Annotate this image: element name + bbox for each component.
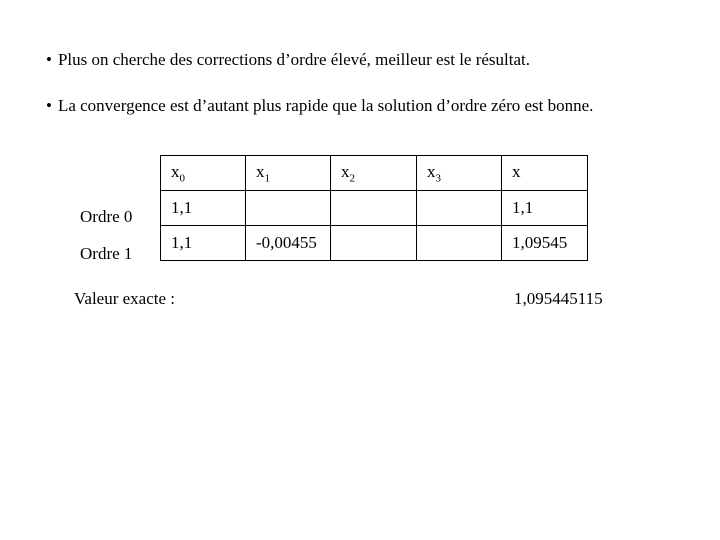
exact-value: 1,095445115 [514,289,603,308]
bullet-marker: • [46,96,52,115]
bullet-text: La convergence est d’autant plus rapide que la solution d’ordre zéro est bonne. [57,96,594,115]
header-x2 [331,156,417,191]
header-x1 [246,156,331,191]
row-label-ordre-0: Ordre 0 [80,207,133,226]
bullet-marker: • [46,50,52,69]
exact-value-label: Valeur exacte : [74,289,175,308]
table-cell: 1,1 [502,191,588,226]
table-cell: 1,09545 [502,226,588,261]
table-row [161,226,588,261]
header-x0 [161,156,246,191]
header-base: x [512,161,521,181]
bullet-text: Plus on cherche des corrections d’ordre élevé, meilleur est le résultat. [57,50,530,69]
row-label-ordre-1: Ordre 1 [80,244,133,263]
header-x3 [417,156,502,191]
table-cell: 1,1 [161,226,246,261]
header-subscript: 3 [435,172,441,185]
results-table [160,155,588,261]
header-subscript: 1 [264,172,270,185]
table-header-row [161,156,588,191]
table-cell [417,191,502,226]
header-base: x [256,161,265,181]
table-cell: -0,00455 [246,226,331,261]
header-x [502,156,588,191]
table-cell [331,226,417,261]
table-row [161,191,588,226]
header-subscript: 0 [179,172,185,185]
header-base: x [171,161,180,181]
header-subscript: 2 [349,172,355,185]
table-cell [331,191,417,226]
table-cell [246,191,331,226]
bullet-point-1 [46,50,530,70]
table-cell: 1,1 [161,191,246,226]
bullet-point-2 [46,96,593,116]
table-cell [417,226,502,261]
header-base: x [341,161,350,181]
header-base: x [427,161,436,181]
